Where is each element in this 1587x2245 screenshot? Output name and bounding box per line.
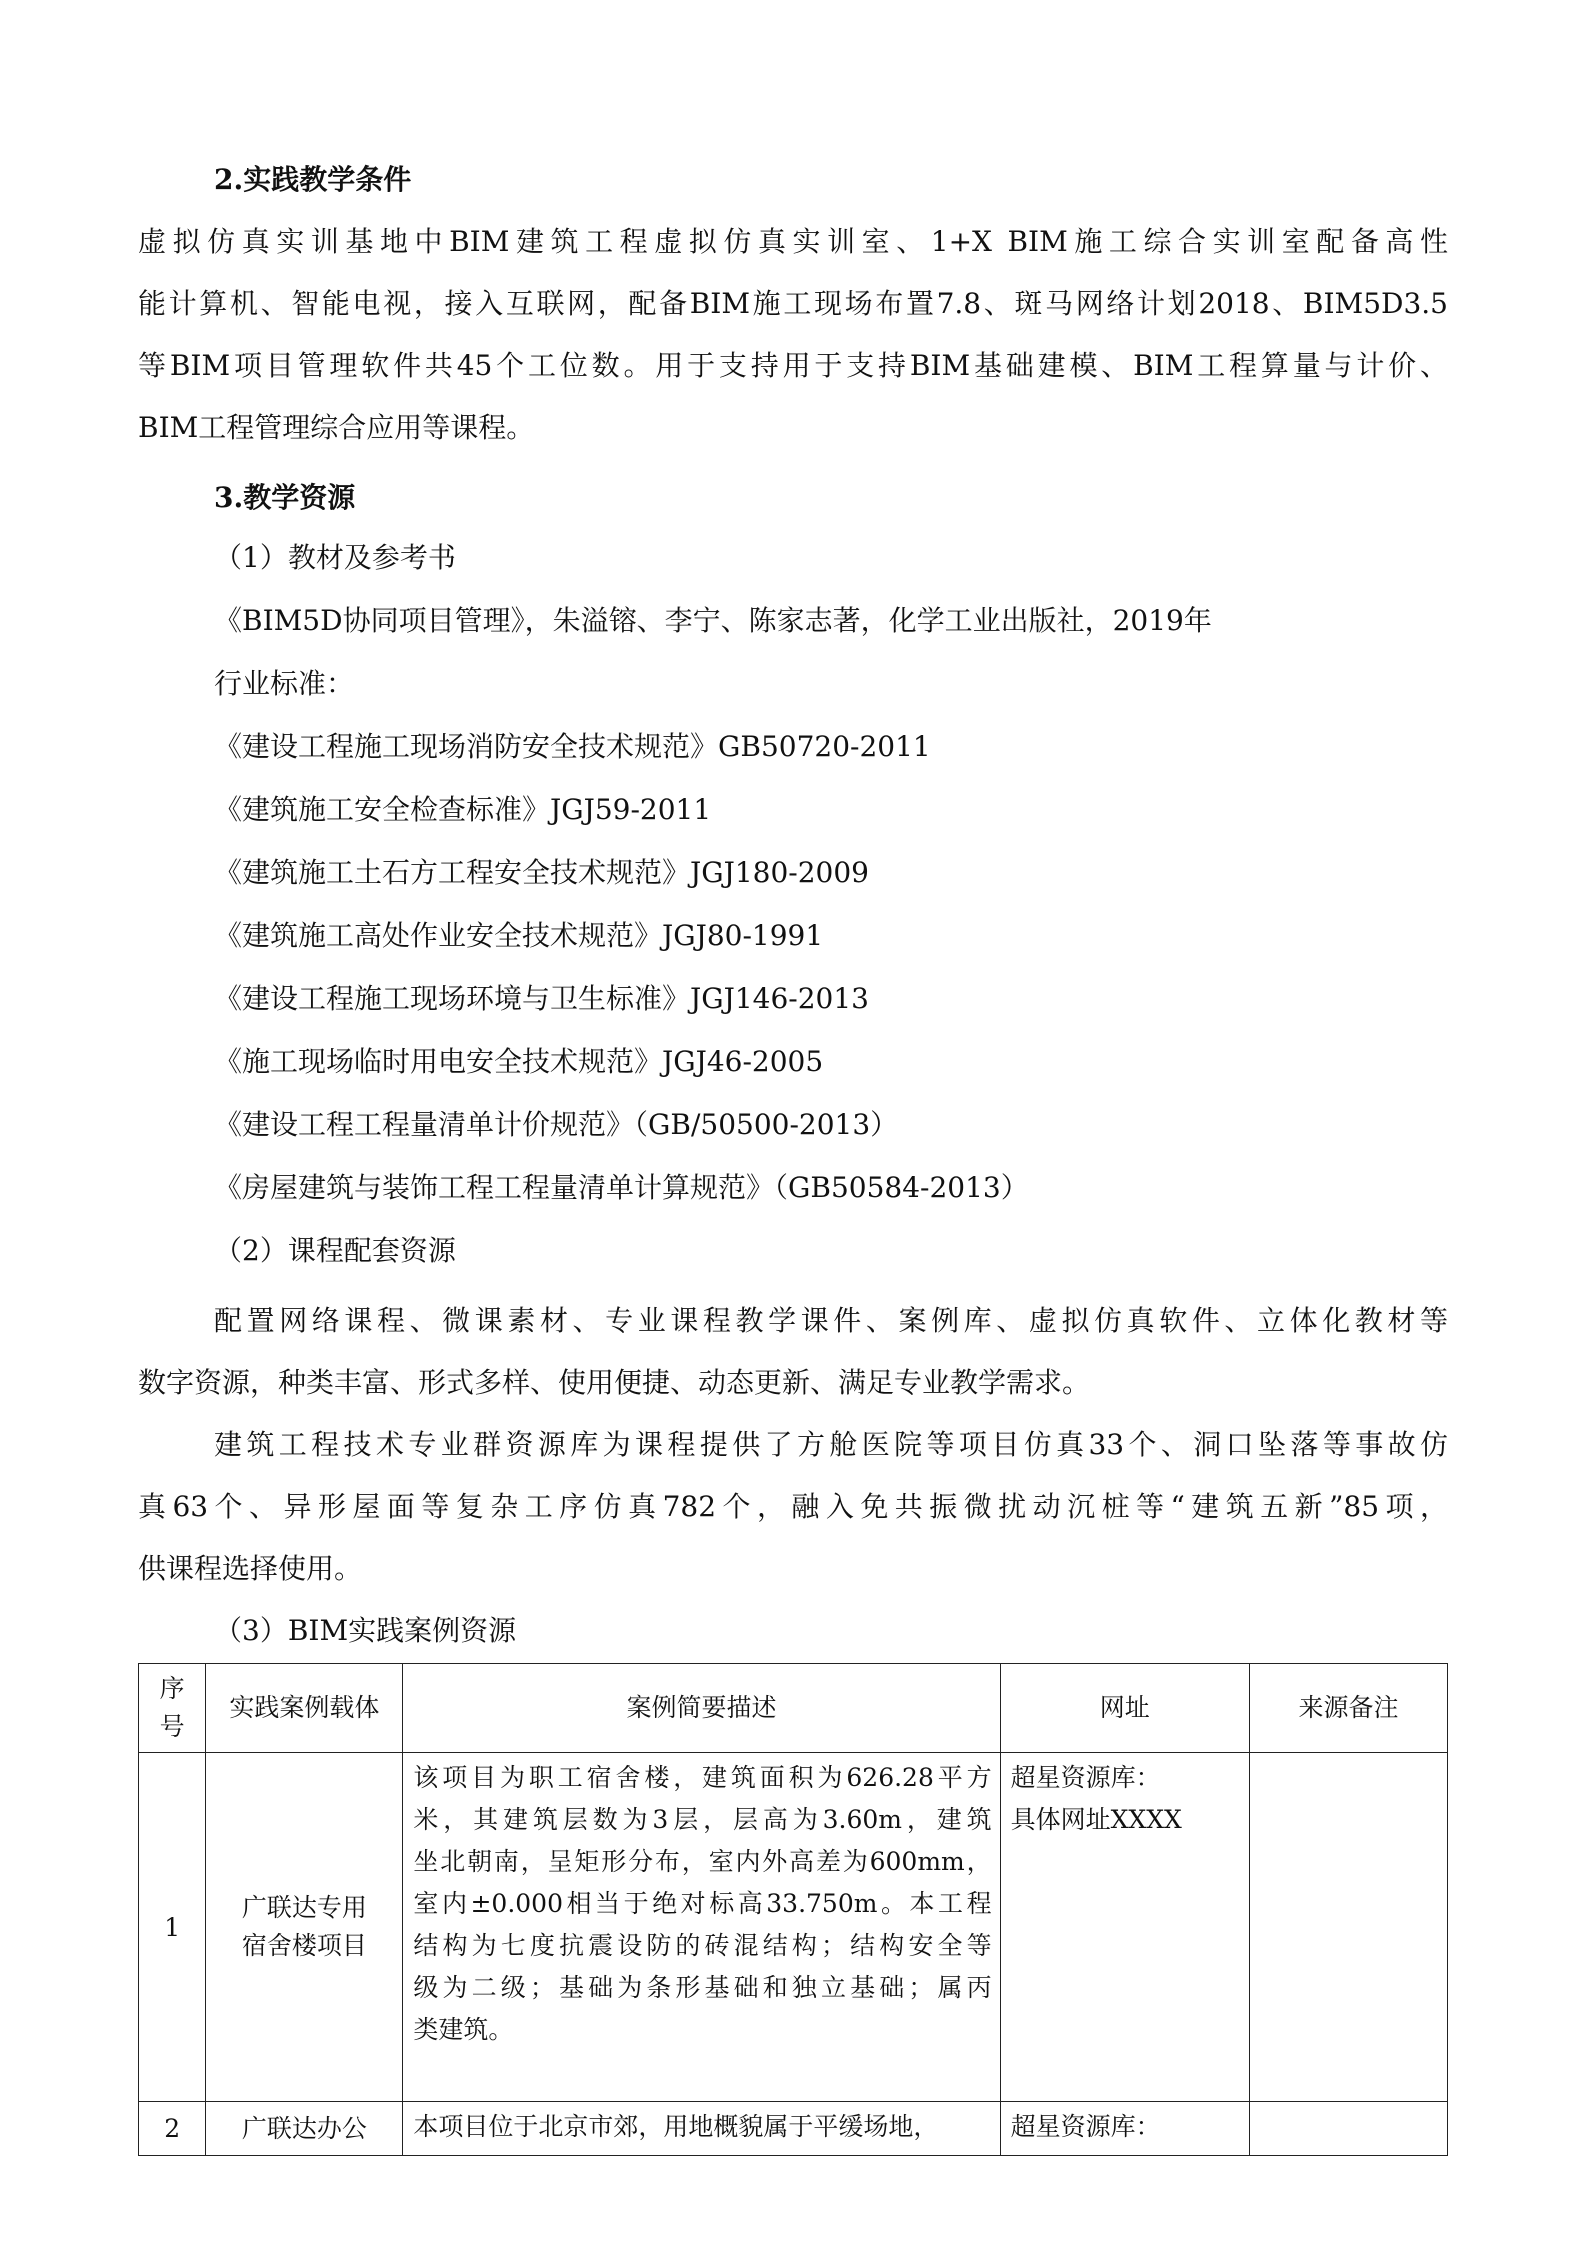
header-note: 来源备注: [1249, 1664, 1447, 1753]
bim-case-table: [138, 1663, 1448, 2156]
cell-carrier: 广联达办公: [206, 2102, 403, 2156]
cell-desc: [403, 1753, 1000, 2102]
desc-line: 类建筑。: [413, 2015, 514, 2044]
subheading-books: （1）教材及参考书: [214, 541, 456, 574]
desc-line: 室内±0.000相当于绝对标高33.750m。本工程: [413, 1889, 992, 1918]
cell-note: [1249, 1753, 1447, 2102]
cell-desc: [403, 2102, 1000, 2156]
header-num: [139, 1664, 206, 1753]
desc-line: 坐北朝南，呈矩形分布，室内外高差为600mm，: [413, 1847, 992, 1876]
cell-num: 2: [139, 2102, 206, 2156]
paragraph-line: BIM工程管理综合应用等课程。: [138, 411, 535, 444]
paragraph-line: 能计算机、智能电视，接入互联网，配备BIM施工现场布置7.8、斑马网络计划2018、BIM5D3.5: [138, 287, 1448, 320]
book-entry: 《BIM5D协同项目管理》，朱溢镕、李宁、陈家志著，化学工业出版社，2019年: [214, 604, 1212, 637]
paragraph-line: 虚拟仿真实训基地中BIM建筑工程虚拟仿真实训室、1+X BIM施工综合实训室配备高性: [138, 225, 1448, 258]
header-desc: 案例简要描述: [403, 1664, 1000, 1753]
desc-line: 结构为七度抗震设防的砖混结构；结构安全等: [413, 1931, 992, 1960]
cell-url: [1000, 1753, 1249, 2102]
standard-entry: 《建筑施工高处作业安全技术规范》JGJ80-1991: [214, 919, 824, 952]
paragraph-line: 配置网络课程、微课素材、专业课程教学课件、案例库、虚拟仿真软件、立体化教材等: [214, 1304, 1448, 1337]
paragraph-line: 真63个、异形屋面等复杂工序仿真782个，融入免共振微扰动沉桩等“建筑五新”85项，: [138, 1490, 1448, 1523]
paragraph-line: 等BIM项目管理软件共45个工位数。用于支持用于支持BIM基础建模、BIM工程算量与计价、: [138, 349, 1448, 382]
standard-entry: 《建设工程施工现场环境与卫生标准》JGJ146-2013: [214, 982, 869, 1015]
cell-note: [1249, 2102, 1447, 2156]
cell-num: 1: [139, 1753, 206, 2102]
cell-carrier: [206, 1753, 403, 2102]
url-line: 超星资源库：: [1010, 1763, 1161, 1792]
section-heading-resources: 3.教学资源: [214, 481, 356, 514]
section-heading-practice: 2.实践教学条件: [214, 163, 412, 196]
desc-line: 级为二级；基础为条形基础和独立基础；属丙: [413, 1973, 992, 2002]
table-row: [139, 1753, 1448, 2102]
table-header-row: [139, 1664, 1448, 1753]
standard-entry: 《建筑施工土石方工程安全技术规范》JGJ180-2009: [214, 856, 869, 889]
desc-line: 该项目为职工宿舍楼，建筑面积为626.28平方: [413, 1763, 992, 1792]
standard-entry: 《建筑施工安全检查标准》JGJ59-2011: [214, 793, 712, 826]
desc-line: 米，其建筑层数为3层，层高为3.60m，建筑: [413, 1805, 992, 1834]
paragraph-line: 建筑工程技术专业群资源库为课程提供了方舱医院等项目仿真33个、洞口坠落等事故仿: [214, 1428, 1448, 1461]
carrier-line: 广联达专用: [241, 1893, 367, 1922]
standards-label: 行业标准：: [214, 667, 355, 700]
header-carrier: 实践案例载体: [206, 1664, 403, 1753]
header-num-line: 号: [159, 1712, 185, 1741]
url-line: 具体网址XXXX: [1010, 1805, 1182, 1834]
standard-entry: 《建设工程施工现场消防安全技术规范》GB50720-2011: [214, 730, 931, 763]
carrier-line: 宿舍楼项目: [241, 1931, 367, 1960]
paragraph-line: 数字资源，种类丰富、形式多样、使用便捷、动态更新、满足专业教学需求。: [138, 1366, 1091, 1399]
desc-line: 本项目位于北京市郊，用地概貌属于平缓场地，: [413, 2112, 939, 2141]
standard-entry: 《房屋建筑与装饰工程工程量清单计算规范》（GB50584-2013）: [214, 1171, 1029, 1204]
standard-entry: 《施工现场临时用电安全技术规范》JGJ46-2005: [214, 1045, 824, 1078]
paragraph-line: 供课程选择使用。: [138, 1552, 363, 1585]
cell-url: 超星资源库：: [1000, 2102, 1249, 2156]
subheading-bim-cases: （3）BIM实践案例资源: [214, 1614, 517, 1647]
standard-entry: 《建设工程工程量清单计价规范》（GB/50500-2013）: [214, 1108, 899, 1141]
subheading-course-resources: （2）课程配套资源: [214, 1234, 456, 1267]
header-num-line: 序: [159, 1674, 185, 1703]
header-url: 网址: [1000, 1664, 1249, 1753]
table-row: [139, 2102, 1448, 2156]
